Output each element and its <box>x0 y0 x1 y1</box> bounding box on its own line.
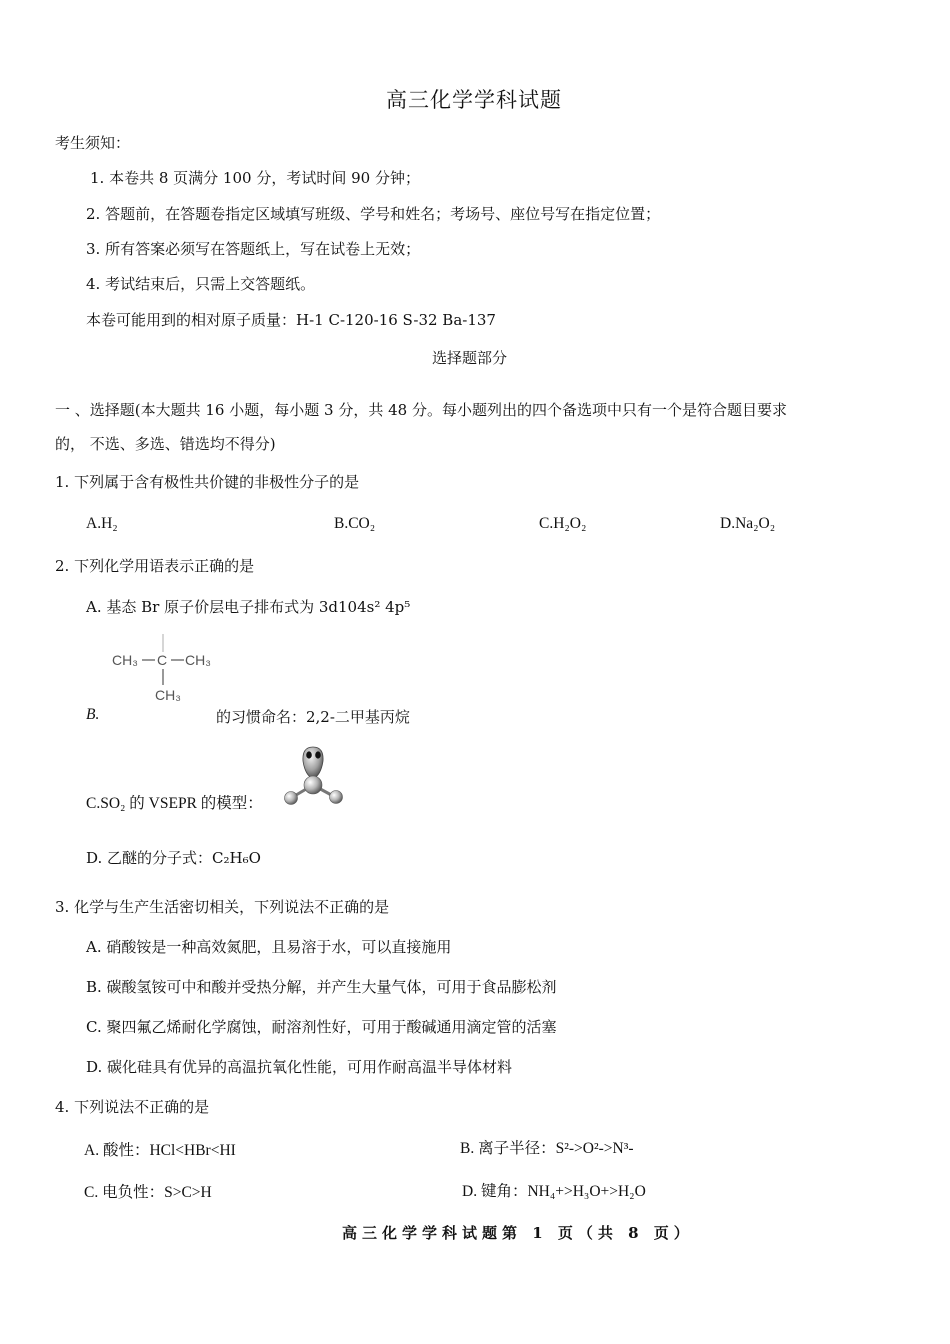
q1-option-a: A.H₂ <box>86 515 118 532</box>
section-instruction-line-2: 的， 不选、多选、错选均不得分) <box>55 435 276 453</box>
q4-option-b: B. 离子半径：S²->O²->N³- <box>460 1140 634 1157</box>
q4-option-d: D. 键角：NH₄+>H₃O+>H₂O <box>462 1183 646 1200</box>
so2-vsepr-model <box>280 745 350 807</box>
notice-item-3: 3. 所有答案必须写在答题纸上，写在试卷上无效； <box>86 240 421 258</box>
notice-heading: 考生须知： <box>55 134 131 152</box>
q3-option-c: C. 聚四氟乙烯耐化学腐蚀，耐溶剂性好，可用于酸碱通用滴定管的活塞 <box>86 1018 557 1036</box>
q4-stem: 4. 下列说法不正确的是 <box>55 1098 210 1116</box>
neopentane-structure <box>106 630 224 705</box>
q2-option-a: A. 基态 Br 原子价层电子排布式为 3d104s² 4p⁵ <box>86 598 411 616</box>
page-title: 高三化学学科试题 <box>386 88 562 112</box>
q4-option-c: C. 电负性：S>C>H <box>84 1184 212 1201</box>
q4-option-a: A. 酸性：HCl<HBr<HI <box>84 1142 236 1159</box>
atomic-mass-line: 本卷可能用到的相对原子质量：H-1 C-120-16 S-32 Ba-137 <box>86 311 496 329</box>
q1-stem: 1. 下列属于含有极性共价键的非极性分子的是 <box>55 473 360 491</box>
notice-item-2: 2. 答题前，在答题卷指定区域填写班级、学号和姓名；考场号、座位号写在指定位置； <box>86 205 661 223</box>
q3-option-d: D. 碳化硅具有优异的高温抗氧化性能，可用作耐高温半导体材料 <box>86 1058 513 1076</box>
structure-ch3-bottom: CH₃ <box>155 687 181 703</box>
q1-option-c: C.H₂O₂ <box>539 515 587 532</box>
q2-option-b-label: B. <box>86 706 100 723</box>
structure-ch3-right: CH₃ <box>185 652 211 668</box>
q2-option-b-text: 的习惯命名：2,2-二甲基丙烷 <box>216 708 410 726</box>
section-title: 选择题部分 <box>432 349 508 367</box>
notice-item-1: 1. 本卷共 8 页满分 100 分，考试时间 90 分钟； <box>90 169 420 187</box>
structure-ch3-left: CH₃ <box>112 652 138 668</box>
q1-option-d: D.Na₂O₂ <box>720 515 776 532</box>
q3-option-a: A. 硝酸铵是一种高效氮肥，且易溶于水，可以直接施用 <box>86 938 452 956</box>
section-instruction-line-1: 一 、选择题(本大题共 16 小题，每小题 3 分，共 48 分。每小题列出的四个备选项中只有一个是符合题目要求 <box>55 401 787 419</box>
q2-option-c: C.SO₂ 的 VSEPR 的模型： <box>86 795 263 812</box>
page-footer: 高三化学学科试题第 1 页（共 8 页） <box>342 1224 694 1242</box>
q3-stem: 3. 化学与生产生活密切相关，下列说法不正确的是 <box>55 898 390 916</box>
q1-option-b: B.CO₂ <box>334 515 376 532</box>
structure-carbon: C <box>157 652 168 668</box>
q2-stem: 2. 下列化学用语表示正确的是 <box>55 557 255 575</box>
q3-option-b: B. 碳酸氢铵可中和酸并受热分解，并产生大量气体，可用于食品膨松剂 <box>86 978 557 996</box>
notice-item-4: 4. 考试结束后，只需上交答题纸。 <box>86 275 316 293</box>
q2-option-d: D. 乙醚的分子式：C₂H₆O <box>86 849 261 867</box>
